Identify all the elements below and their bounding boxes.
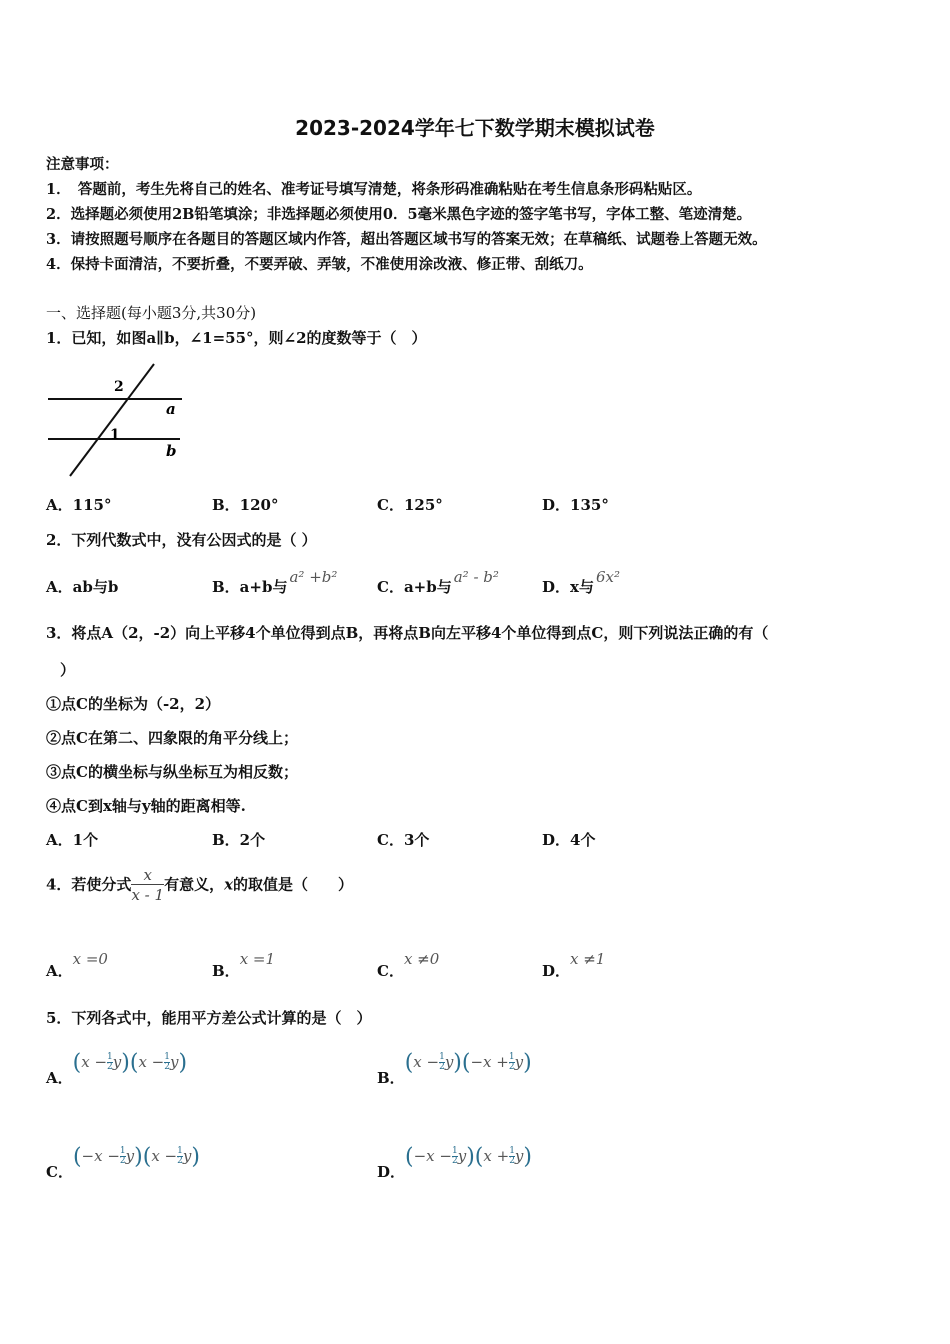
q2-stem: 2．下列代数式中，没有公因式的是（ ） — [46, 531, 317, 549]
q3-statement-2: ②点C在第二、四象限的角平分线上； — [46, 729, 298, 747]
section-heading: 一、选择题(每小题3分,共30分) — [46, 304, 257, 322]
page-title: 2023-2024学年七下数学期末模拟试卷 — [295, 116, 655, 140]
notice-item-3: 3．请按照题号顺序在各题目的答题区域内作答，超出答题区域书写的答案无效；在草稿纸、试题卷上答题无效。 — [46, 231, 767, 248]
q3-statement-3: ③点C的横坐标与纵坐标互为相反数； — [46, 763, 298, 781]
term: −x + — [470, 1052, 509, 1071]
q5-option-b-math — [404, 1050, 532, 1075]
angle-2-label: 2 — [114, 379, 124, 395]
term: y — [444, 1052, 454, 1071]
paren-right: ) — [178, 1050, 188, 1075]
q2-option-d-math: 6x² — [595, 568, 620, 586]
q4-stem-end: 的取值是（ ） — [233, 875, 354, 894]
term: y — [182, 1146, 192, 1165]
q5-stem: 5．下列各式中，能用平方差公式计算的是（ ） — [46, 1009, 372, 1027]
q5-option-d-math — [405, 1144, 532, 1169]
q5-option-c-label: C． — [46, 1162, 73, 1181]
term: y — [514, 1052, 524, 1071]
paren-right: ) — [523, 1050, 532, 1075]
notice-item-1: 1． 答题前，考生先将自己的姓名、准考证号填写清楚，将条形码准确粘贴在考生信息条形码粘贴区。 — [46, 181, 702, 198]
half-den: 2 — [451, 1156, 458, 1166]
half-num: 1 — [508, 1052, 515, 1062]
half-num: 1 — [509, 1146, 515, 1156]
half-num: 1 — [107, 1052, 113, 1062]
paren-left: ( — [129, 1050, 139, 1075]
q4-stem-post: 有意义， — [164, 875, 225, 894]
paren-left: ( — [72, 1144, 82, 1169]
q3-stem: 3．将点A（2，-2）向上平移4个单位得到点B，再将点B向左平移4个单位得到点C，则下列说法正确的有（ — [46, 624, 769, 642]
notice-item-4: 4．保持卡面清洁，不要折叠，不要弄破、弄皱，不准使用涂改液、修正带、刮纸刀。 — [46, 256, 593, 273]
notice-item-2: 2．选择题必须使用2B铅笔填涂；非选择题必须使用0．5毫米黑色字迹的签字笔书写，字体工整、笔迹清楚。 — [46, 206, 752, 223]
q2-option-c-text: C．a+b与 — [377, 578, 452, 596]
paren-left: ( — [405, 1144, 414, 1169]
q2-option-d[interactable] — [542, 568, 620, 597]
q3-statement-1: ①点C的坐标为（-2，2） — [46, 695, 221, 713]
paren-right: ) — [121, 1050, 130, 1075]
half-den: 2 — [164, 1062, 170, 1072]
paren-left: ( — [72, 1050, 82, 1075]
q1-stem: 1．已知，如图a∥b，∠1=55°，则∠2的度数等于（ ） — [46, 329, 427, 347]
half-num: 1 — [451, 1146, 458, 1156]
q2-option-b-math: a² +b² — [289, 568, 338, 586]
q4-option-a-math: x =0 — [72, 950, 108, 968]
q2-option-c[interactable] — [377, 568, 499, 597]
q1-option-b[interactable]: B．120° — [212, 496, 279, 514]
half-num: 1 — [177, 1146, 183, 1156]
half-den: 2 — [119, 1156, 126, 1166]
paren-left: ( — [474, 1144, 484, 1169]
half-num: 1 — [119, 1146, 126, 1156]
q4-option-b-label: B． — [212, 962, 240, 980]
label-a: a — [166, 400, 176, 418]
half-den: 2 — [508, 1062, 515, 1072]
q2-option-b-text: B．a+b与 — [212, 578, 288, 596]
q1-option-d[interactable]: D．135° — [542, 496, 609, 514]
q5-option-c-math — [72, 1144, 200, 1169]
q3-option-c[interactable]: C．3个 — [377, 831, 430, 849]
term: y — [457, 1146, 467, 1165]
term: y — [112, 1052, 122, 1071]
paren-left: ( — [461, 1050, 471, 1075]
half-num: 1 — [439, 1052, 445, 1062]
q5-option-a[interactable] — [46, 1050, 188, 1087]
q4-stem-pre: 4．若使分式 — [46, 875, 132, 894]
angle-1-label: 1 — [110, 427, 120, 443]
term: x − — [413, 1052, 440, 1071]
label-b: b — [166, 442, 177, 460]
half-den: 2 — [439, 1062, 445, 1072]
q4-option-c-math: x ≠0 — [403, 950, 440, 968]
term: x − — [81, 1052, 108, 1071]
q4-option-d-math: x ≠1 — [570, 950, 606, 968]
q5-option-b[interactable] — [377, 1050, 532, 1087]
q4-fraction — [131, 866, 164, 905]
q2-option-c-math: a² - b² — [453, 568, 499, 586]
q3-statement-4: ④点C到x轴与y轴的距离相等. — [46, 797, 246, 815]
term: y — [125, 1146, 135, 1165]
q4-option-a-label: A． — [46, 962, 73, 980]
q5-option-b-label: B． — [377, 1068, 405, 1087]
half-den: 2 — [177, 1156, 183, 1166]
paren-left: ( — [142, 1144, 152, 1169]
q4-option-d[interactable] — [542, 950, 606, 981]
q5-option-a-math — [72, 1050, 188, 1075]
q4-stem-var: x — [224, 875, 234, 894]
half-den: 2 — [107, 1062, 113, 1072]
paren-left: ( — [404, 1050, 414, 1075]
q4-option-b-math: x =1 — [239, 950, 276, 968]
notice-heading: 注意事项： — [46, 156, 119, 173]
q1-option-a[interactable]: A．115° — [46, 496, 112, 514]
term: −x − — [413, 1146, 452, 1165]
half-den: 2 — [509, 1156, 515, 1166]
q5-option-c[interactable] — [46, 1144, 200, 1181]
paren-right: ) — [466, 1144, 475, 1169]
q3-option-a[interactable]: A．1个 — [46, 831, 99, 849]
paren-right: ) — [453, 1050, 462, 1075]
term: x − — [138, 1052, 165, 1071]
q2-option-d-text: D．x与 — [542, 578, 594, 596]
q5-option-d[interactable] — [377, 1144, 532, 1181]
term: x − — [151, 1146, 178, 1165]
q4-option-c-label: C． — [377, 962, 404, 980]
half-num: 1 — [164, 1052, 170, 1062]
q4-option-a[interactable] — [46, 950, 108, 981]
paren-right: ) — [191, 1144, 200, 1169]
q4-fraction-numerator: x — [131, 866, 164, 885]
q3-option-d[interactable]: D．4个 — [542, 831, 596, 849]
q4-option-c[interactable] — [377, 950, 440, 981]
q5-option-a-label: A． — [46, 1068, 73, 1087]
term: −x − — [81, 1146, 120, 1165]
term: x + — [483, 1146, 510, 1165]
q1-option-c[interactable]: C．125° — [377, 496, 443, 514]
q4-stem — [46, 866, 353, 905]
q2-option-a[interactable]: A．ab与b — [46, 578, 119, 596]
q5-option-d-label: D． — [377, 1162, 406, 1181]
paren-right: ) — [134, 1144, 143, 1169]
q3-stem-end: ） — [60, 661, 76, 679]
term: y — [514, 1146, 524, 1165]
q2-option-b[interactable] — [212, 568, 338, 597]
transversal — [70, 364, 154, 476]
q4-option-b[interactable] — [212, 950, 276, 981]
q4-option-d-label: D． — [542, 962, 571, 980]
term: y — [169, 1052, 179, 1071]
q1-figure — [44, 362, 189, 480]
q4-fraction-denominator: x - 1 — [131, 886, 165, 904]
q3-option-b[interactable]: B．2个 — [212, 831, 266, 849]
paren-right: ) — [523, 1144, 532, 1169]
